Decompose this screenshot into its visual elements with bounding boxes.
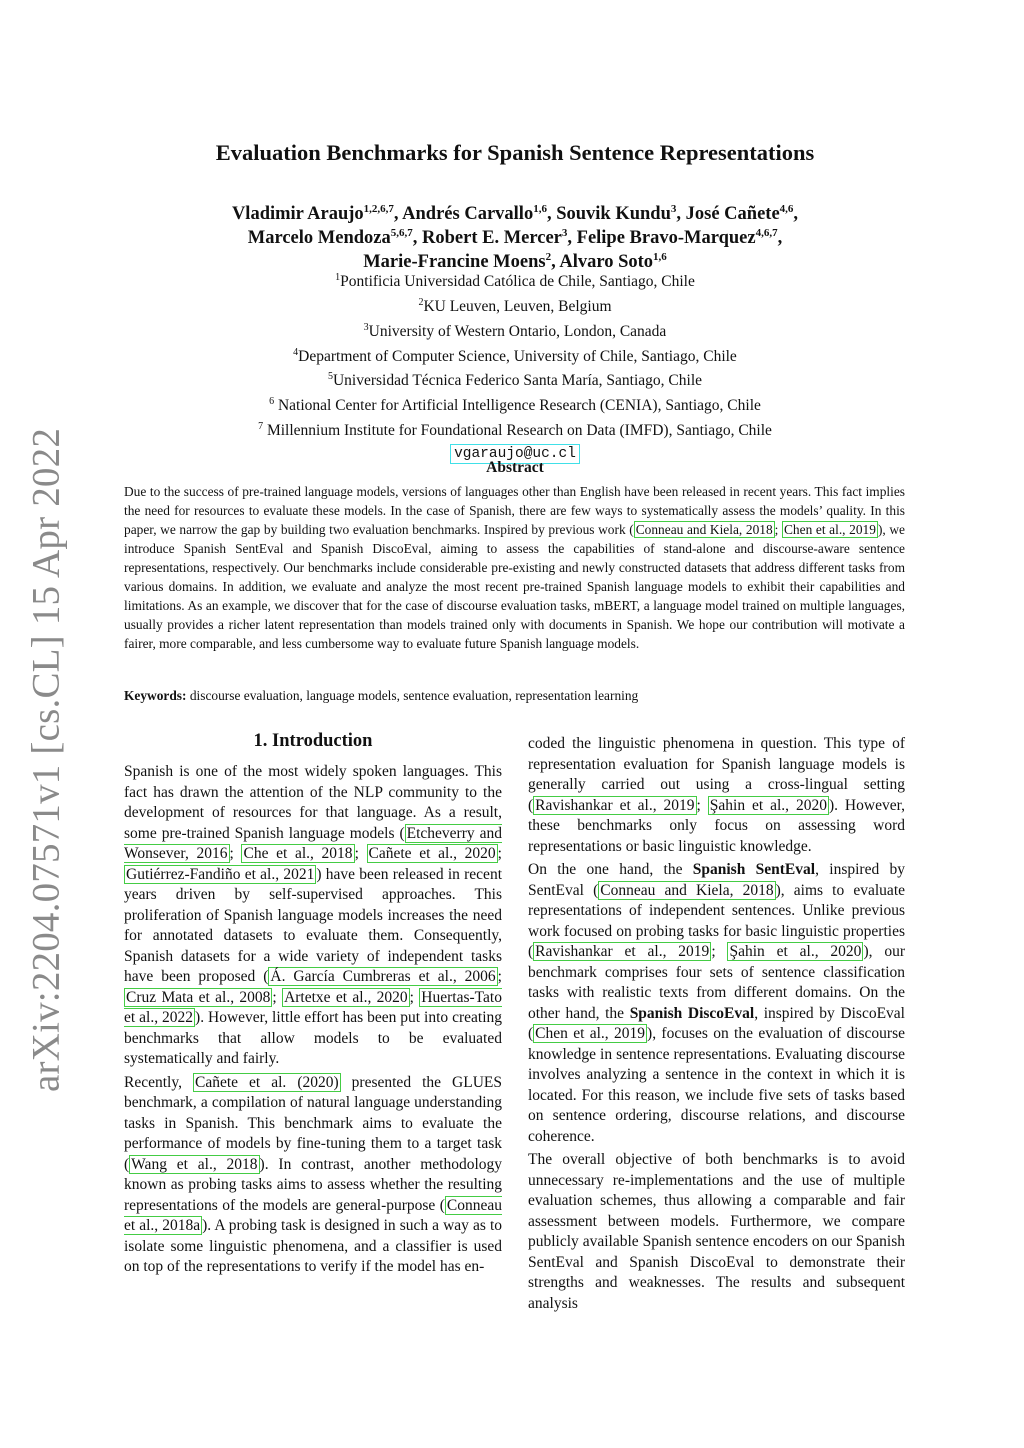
author-affiliation-marks: 2: [545, 251, 552, 263]
keywords: [124, 688, 905, 704]
arxiv-sidebar: [14, 427, 78, 1093]
author-separator: ,: [676, 204, 686, 225]
text-run: ;: [774, 522, 782, 537]
affiliation-line: [100, 268, 930, 293]
paragraph: [528, 734, 905, 857]
author-name: Andrés Carvallo: [402, 204, 534, 225]
affiliation-text: Universidad Técnica Federico Santa María, Santiago, Chile: [332, 372, 703, 390]
author-affiliation-marks: 3: [670, 203, 677, 215]
citation-link[interactable]: Şahin et al., 2020: [709, 796, 827, 814]
author-name: Alvaro Soto: [559, 252, 654, 273]
citation-link[interactable]: Cañete et al. (2020): [194, 1073, 339, 1091]
text-run: ;: [696, 796, 708, 814]
citation-link[interactable]: Conneau and Kiela, 2018: [600, 881, 774, 899]
text-run: ), our benchmark comprises four sets of sentence classification tasks with realistic texts from different domains. On the other hand, the: [528, 943, 905, 1022]
text-run: ;: [409, 988, 420, 1006]
paragraph: [124, 1073, 502, 1278]
author-separator: ,: [546, 204, 557, 225]
author-name: Marie-Francine Moens: [363, 252, 546, 273]
text-run: ), focuses on the evaluation of discourse knowledge in sentence representations. Evaluating discourse involves analyzing a sentence in the context in which it is located. For this reason, we include five sets of tasks based on sentence ordering, discourse relations, and discourse coherence.: [528, 1025, 906, 1145]
author-name: Marcelo Mendoza: [247, 228, 391, 249]
text-run: ;: [229, 845, 242, 862]
text-run: On the one hand, the: [528, 861, 693, 878]
text-run: ;: [354, 845, 367, 862]
affiliations: [100, 268, 930, 464]
citation-link[interactable]: Che et al., 2018: [243, 845, 353, 862]
author-affiliation-marks: 5,6,7: [390, 227, 413, 239]
author-affiliation-marks: 3: [561, 227, 568, 239]
affiliation-number: 2: [418, 296, 424, 308]
author-separator: ,: [412, 228, 422, 249]
text-run: ). However, these benchmarks only focus on assessing word representations or basic linguistic knowledge.: [528, 796, 905, 855]
author-affiliation-marks: 1,6: [533, 203, 547, 215]
text-run: ) have been released in recent years driven by self-supervised approaches. This proliferation of Spanish language models increases the need for annotated datasets to evaluate them. Consequently, Spanish datasets for a wide variety of independent tasks have been proposed (: [124, 865, 502, 985]
text-run: , inspired by SentEval (: [528, 861, 906, 899]
text-run: ). In contrast, another methodology known as probing tasks aims to assess whether the resulting representations of the models are general-purpose (: [124, 1155, 503, 1214]
text-run: ;: [272, 988, 283, 1006]
section-heading-introduction: 1. Introduction: [253, 731, 373, 751]
affiliation-text: Pontificia Universidad Católica de Chile, Santiago, Chile: [340, 273, 695, 291]
affiliation-line: [100, 367, 930, 392]
text-run: ), aims to evaluate representations of independent sentences. Unlike previous work focused on probing tasks for basic linguistic properties (: [528, 881, 906, 960]
affiliation-number: 6: [269, 396, 275, 408]
author-separator: ,: [793, 204, 799, 225]
citation-link[interactable]: Conneau et al., 2018a: [124, 1196, 502, 1234]
abstract-body: [124, 482, 905, 653]
affiliation-number: 1: [335, 272, 341, 283]
author-name: Robert E. Mercer: [422, 228, 562, 249]
keywords-label: Keywords:: [124, 688, 187, 703]
abstract-heading: Abstract: [486, 459, 544, 476]
citation-link[interactable]: Gutiérrez-Fandiño et al., 2021: [126, 865, 315, 883]
citation-link[interactable]: Artetxe et al., 2020: [284, 988, 408, 1006]
author-separator: ,: [777, 228, 783, 249]
affiliation-number: 4: [293, 346, 299, 358]
citation-link[interactable]: Conneau and Kiela, 2018: [635, 522, 773, 537]
text-run: presented the GLUES benchmark, a compilation of natural language understanding tasks in Spanish. This benchmark aims to evaluate the performance of models by fine-tuning them to a target task (: [124, 1073, 502, 1173]
affiliation-number: 3: [363, 321, 369, 333]
text-run: , inspired by DiscoEval (: [528, 1004, 905, 1042]
text-run: coded the linguistic phenomena in question. This type of representation evaluation for Spanish language models is generally carried out using a cross-lingual setting (: [528, 735, 905, 814]
text-run: The overall objective of both benchmarks is to avoid unnecessary re-implementations and the use of multiple evaluation schemes, thus allowing a comparable and fair assessment between models. Furthermore, we compare publicly available Spanish sentence encoders on our Spanish SentEval and Spanish DiscoEval to demonstrate their strengths and weaknesses. The results and subsequent analysis: [528, 1151, 905, 1312]
citation-link[interactable]: Cañete et al., 2020: [368, 845, 496, 862]
citation-link[interactable]: Á. García Cumbreras et al., 2006: [270, 968, 496, 985]
citation-link[interactable]: Ravishankar et al., 2019: [535, 943, 710, 960]
text-run: ). However, little effort has been put into creating benchmarks that allow models to be evaluated systematically and fairly.: [124, 1009, 503, 1067]
affiliation-line: [100, 392, 930, 417]
affiliation-text: National Center for Artificial Intelligence Research (CENIA), Santiago, Chile: [274, 397, 761, 415]
paragraph: [528, 1150, 905, 1314]
author-affiliation-marks: 1,2,6,7: [363, 203, 394, 215]
affiliation-line: [100, 318, 930, 343]
keywords-text: discourse evaluation, language models, sentence evaluation, representation learning: [186, 688, 639, 703]
affiliation-text: University of Western Ontario, London, Canada: [368, 322, 667, 340]
affiliation-text: KU Leuven, Leuven, Belgium: [423, 298, 612, 316]
citation-link[interactable]: Cruz Mata et al., 2008: [126, 988, 271, 1006]
citation-link[interactable]: Etcheverry and Wonsever, 2016: [124, 824, 502, 862]
affiliation-line: [100, 343, 930, 368]
author-separator: ,: [567, 228, 577, 249]
bold-term: Spanish DiscoEval: [629, 1004, 755, 1022]
text-run: ;: [497, 845, 502, 862]
left-column: [124, 762, 502, 1281]
paragraph: [124, 762, 502, 1070]
author-separator: ,: [551, 252, 560, 273]
affiliation-text: Millennium Institute for Foundational Research on Data (IMFD), Santiago, Chile: [263, 422, 772, 440]
affiliation-number: 5: [327, 371, 333, 383]
affiliation-text: Department of Computer Science, University of Chile, Santiago, Chile: [298, 347, 737, 365]
paper-title: Evaluation Benchmarks for Spanish Sentence Representations: [215, 140, 815, 165]
author-name: Souvik Kundu: [556, 204, 671, 225]
text-run: Spanish is one of the most widely spoken languages. This fact has drawn the attention of the NLP community to the development of resources for that language. As a result, some pre-trained Spanish language models (: [124, 763, 502, 842]
author-name: Vladimir Araujo: [231, 204, 364, 225]
text-run: Recently,: [124, 1073, 193, 1091]
author-name: Felipe Bravo-Marquez: [576, 228, 756, 249]
author-affiliation-marks: 1,6: [653, 251, 667, 263]
citation-link[interactable]: Huertas-Tato et al., 2022: [124, 988, 502, 1026]
bold-term: Spanish SentEval: [692, 861, 816, 878]
text-run: Due to the success of pre-trained language models, versions of languages other than English have been released in recent years. This fact implies the need for resources to evaluate these models. In the case of Spanish, there are few ways to systematically assess the models’ quality. In this paper, we narrow the gap by building two evaluation benchmarks. Inspired by previous work (: [124, 484, 905, 537]
citation-link[interactable]: Şahin et al., 2020: [729, 943, 862, 960]
text-run: ;: [497, 968, 502, 985]
arxiv-identifier: arXiv:2204.07571v1 [cs.CL] 15 Apr 2022: [24, 427, 68, 1093]
citation-link[interactable]: Wang et al., 2018: [131, 1155, 258, 1173]
affiliation-number: 7: [258, 421, 264, 433]
author-name: José Cañete: [685, 204, 780, 225]
right-column: [528, 734, 905, 1317]
author-affiliation-marks: 4,6: [779, 203, 794, 215]
citation-link[interactable]: Chen et al., 2019: [784, 522, 876, 537]
author-affiliation-marks: 4,6,7: [755, 227, 778, 239]
author-separator: ,: [393, 204, 403, 225]
text-run: ). A probing task is designed in such a way as to isolate some linguistic phenomena, and a classifier is used on top of the representations to verify if the model has en-: [124, 1217, 503, 1275]
paragraph: [528, 860, 905, 1147]
citation-link[interactable]: Ravishankar et al., 2019: [535, 796, 695, 814]
affiliation-line: [100, 417, 930, 442]
email-link[interactable]: vgaraujo@uc.cl: [450, 444, 580, 464]
text-run: ), we introduce Spanish SentEval and Spanish DiscoEval, aiming to assess the capabilities of stand-alone and discourse-aware sentence representations, respectively. Our benchmarks include considerable pre-existing and newly constructed datasets that address different tasks from various domains. In addition, we evaluate and analyze the most recent pre-trained Spanish language models to exhibit their capabilities and limitations. As an example, we discover that for the case of discourse evaluation tasks, mBERT, a language model trained on multiple languages, usually provides a richer latent representation than models trained only with documents in Spanish. We hope our contribution will motivate a fairer, more comparable, and less cumbersome way to evaluate future Spanish language models.: [124, 522, 905, 651]
citation-link[interactable]: Chen et al., 2019: [535, 1025, 646, 1042]
affiliation-line: [100, 293, 930, 318]
text-run: ;: [711, 943, 728, 960]
